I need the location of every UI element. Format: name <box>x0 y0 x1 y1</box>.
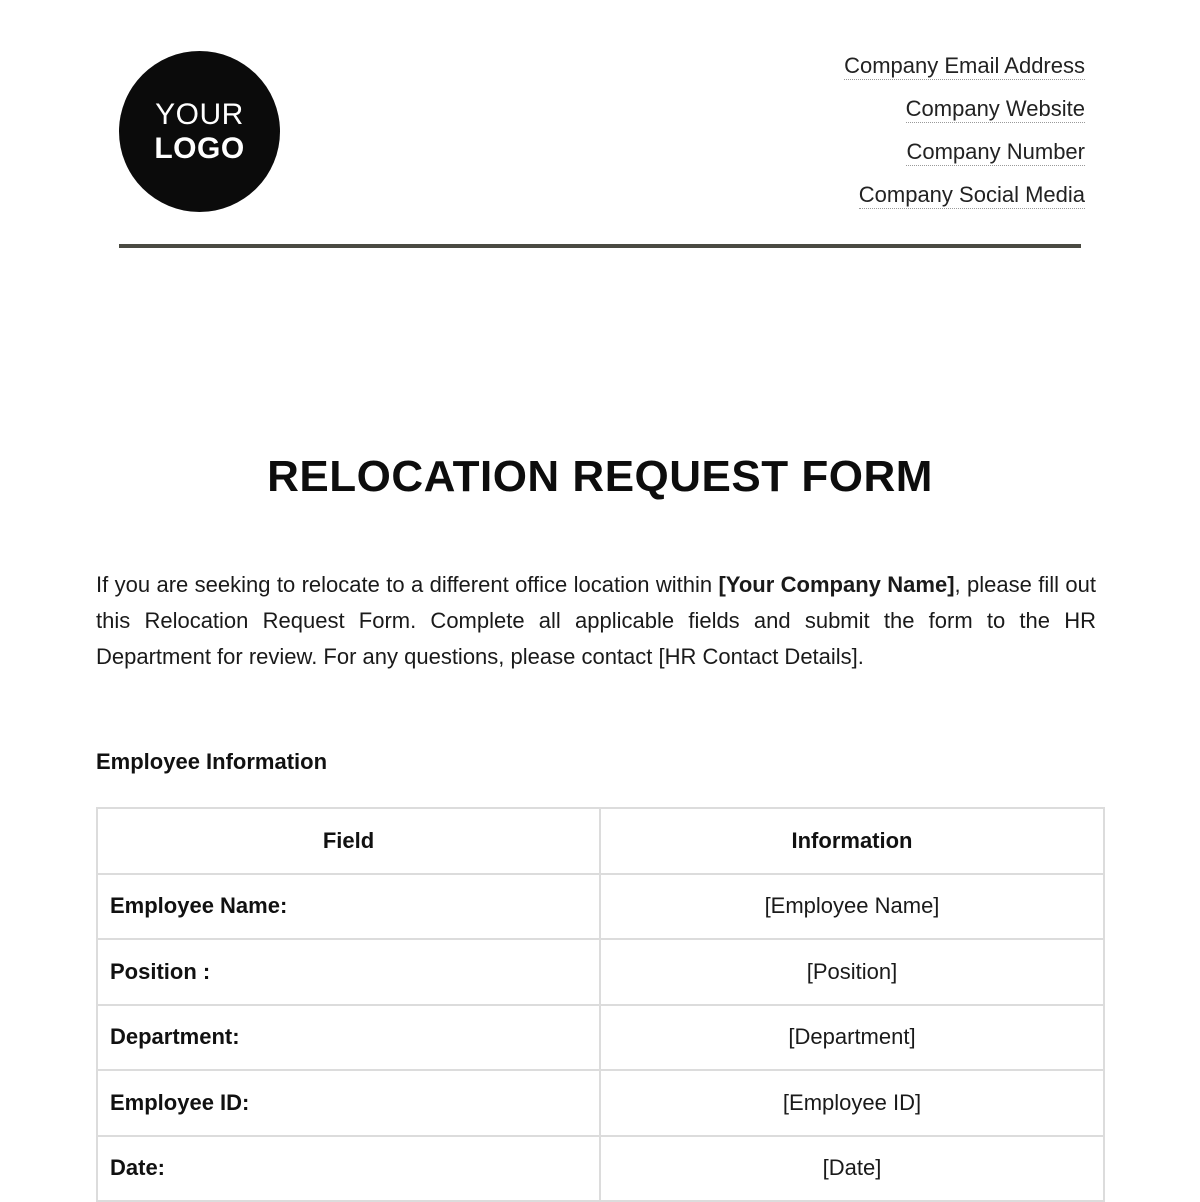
intro-paragraph <box>96 567 1096 675</box>
header-divider <box>119 244 1081 248</box>
company-social-media: Company Social Media <box>858 182 1085 207</box>
table-row <box>97 1005 1104 1071</box>
column-header-field: Field <box>97 808 600 874</box>
field-label-department: Department: <box>97 1005 600 1071</box>
field-value-position[interactable]: [Position] <box>600 939 1104 1005</box>
table-row <box>97 1070 1104 1136</box>
field-label-date: Date: <box>97 1136 600 1202</box>
column-header-information: Information <box>600 808 1104 874</box>
field-value-department[interactable]: [Department] <box>600 1005 1104 1071</box>
employee-information-table <box>96 807 1105 1202</box>
field-value-date[interactable]: [Date] <box>600 1136 1104 1202</box>
logo-text-logo: LOGO <box>154 131 245 165</box>
intro-text-part1: If you are seeking to relocate to a different office location within <box>96 572 719 597</box>
field-label-employee-name: Employee Name: <box>97 874 600 940</box>
field-label-position: Position : <box>97 939 600 1005</box>
table-row <box>97 1136 1104 1202</box>
logo-text-your: YOUR <box>155 97 244 131</box>
section-heading-employee-information: Employee Information <box>96 749 328 774</box>
company-number: Company Number <box>906 139 1085 164</box>
company-website: Company Website <box>905 96 1085 121</box>
table-row <box>97 874 1104 940</box>
field-value-employee-name[interactable]: [Employee Name] <box>600 874 1104 940</box>
table-header-row <box>97 808 1104 874</box>
field-value-employee-id[interactable]: [Employee ID] <box>600 1070 1104 1136</box>
document-title: RELOCATION REQUEST FORM <box>267 452 933 501</box>
intro-text-part2: , please fill out this Relocation Request Form. Complete all applicable fields and submit the form to the HR Department for review. For any questions, please contact [HR Contact Details]. <box>96 572 1096 669</box>
table-row <box>97 939 1104 1005</box>
company-email: Company Email Address <box>844 53 1085 78</box>
field-label-employee-id: Employee ID: <box>97 1070 600 1136</box>
company-name-placeholder: [Your Company Name] <box>718 572 955 597</box>
company-logo <box>119 51 280 212</box>
company-contact-block <box>665 53 1085 225</box>
